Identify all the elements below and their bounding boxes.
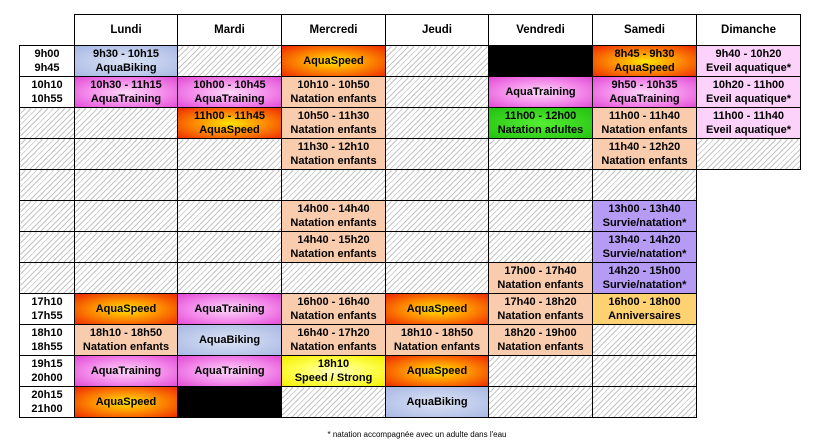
session-label: Natation adultes: [497, 124, 584, 136]
session-time: 10h50 - 11h30: [297, 110, 370, 122]
blank-cell: [697, 232, 801, 263]
unavailable-cell: [386, 263, 489, 294]
session-label: Natation enfants: [497, 341, 584, 353]
time-end: 20h00: [31, 372, 63, 384]
time-slot-empty: [20, 108, 75, 139]
blank-cell: [697, 263, 801, 294]
session-time: 11h00 - 11h40: [713, 110, 784, 122]
time-slot-empty: [20, 139, 75, 170]
schedule-row: [20, 77, 801, 108]
session-label: Natation enfants: [290, 310, 377, 322]
session-time: 14h40 - 15h20: [297, 234, 370, 246]
session-aquaspeed: [593, 46, 697, 77]
session-aquaspeed: AquaSpeed: [282, 46, 386, 77]
session-label: Natation enfants: [601, 155, 688, 167]
session-time: 11h00 - 12h00: [504, 110, 577, 122]
unavailable-cell: [75, 201, 178, 232]
schedule-row: [20, 170, 801, 201]
session-natation-enfants: [282, 139, 386, 170]
session-natation-enfants: [489, 325, 593, 356]
time-slot-empty: [20, 232, 75, 263]
time-slot: [20, 356, 75, 387]
session-aquatraining: [75, 77, 178, 108]
session-label: Survie/natation*: [602, 248, 687, 260]
session-time: 9h40 - 10h20: [715, 48, 782, 60]
session-natation-enfants: [282, 108, 386, 139]
session-label: Natation enfants: [290, 341, 377, 353]
session-natation-enfants: [489, 263, 593, 294]
session-time: 16h40 - 17h20: [297, 327, 370, 339]
time-start: 20h15: [31, 389, 63, 401]
session-time: 17h40 - 18h20: [504, 296, 577, 308]
session-aquaspeed: AquaSpeed: [386, 356, 489, 387]
session-time: 8h45 - 9h30: [614, 48, 675, 60]
blank-cell: [697, 201, 801, 232]
unavailable-cell: [178, 232, 282, 263]
session-eveil-aquatique: [697, 77, 801, 108]
time-slot: [20, 294, 75, 325]
unavailable-cell: [386, 170, 489, 201]
session-label: Eveil aquatique*: [706, 93, 791, 105]
unavailable-cell: [593, 170, 697, 201]
session-label: Natation enfants: [290, 124, 377, 136]
session-natation-enfants: [282, 77, 386, 108]
session-eveil-aquatique: [697, 108, 801, 139]
session-label: AquaBiking: [95, 62, 157, 74]
schedule-row: [20, 108, 801, 139]
session-label: AquaTraining: [90, 93, 162, 105]
session-label: Natation enfants: [497, 310, 584, 322]
session-natation-enfants: [593, 139, 697, 170]
session-time: 13h00 - 13h40: [608, 203, 681, 215]
session-aquabiking: [75, 46, 178, 77]
unavailable-cell: [697, 139, 801, 170]
unavailable-cell: [75, 263, 178, 294]
session-label: Natation enfants: [290, 217, 377, 229]
session-aquatraining: AquaTraining: [489, 77, 593, 108]
time-slot: [20, 387, 75, 418]
time-start: 18h10: [31, 327, 63, 339]
session-time: 9h30 - 10h15: [92, 48, 160, 60]
schedule-row: [20, 387, 801, 418]
unavailable-cell: [386, 139, 489, 170]
session-time: 11h00 - 11h45: [194, 110, 265, 122]
day-header-dimanche: Dimanche: [697, 15, 801, 46]
session-natation-enfants: [282, 232, 386, 263]
session-time: 14h20 - 15h00: [608, 265, 681, 277]
unavailable-cell: [489, 387, 593, 418]
session-survie-natation: [593, 263, 697, 294]
session-natation-enfants: [282, 325, 386, 356]
session-aquatraining: AquaTraining: [178, 294, 282, 325]
session-aquatraining: [178, 77, 282, 108]
session-eveil-aquatique: [697, 46, 801, 77]
schedule-row: [20, 46, 801, 77]
session-time: 11h30 - 12h10: [297, 141, 370, 153]
blank-cell: [697, 356, 801, 387]
session-natation-enfants: [75, 325, 178, 356]
day-header-mardi: Mardi: [178, 15, 282, 46]
session-aquatraining: AquaTraining: [75, 356, 178, 387]
session-label: Anniversaires: [608, 310, 681, 322]
schedule-row: [20, 201, 801, 232]
corner-cell: [20, 15, 75, 46]
unavailable-cell: [489, 232, 593, 263]
day-header-jeudi: Jeudi: [386, 15, 489, 46]
unavailable-cell: [386, 46, 489, 77]
session-survie-natation: [593, 232, 697, 263]
time-start: 19h15: [31, 358, 63, 370]
unavailable-cell: [178, 263, 282, 294]
unavailable-cell: [386, 232, 489, 263]
session-label: Eveil aquatique*: [706, 124, 791, 136]
session-label: Natation enfants: [290, 155, 377, 167]
time-end: 21h00: [31, 403, 63, 415]
session-natation-enfants: [593, 108, 697, 139]
time-slot: [20, 325, 75, 356]
unavailable-cell: [386, 77, 489, 108]
session-time: 16h00 - 18h00: [608, 296, 681, 308]
session-label: AquaSpeed: [199, 124, 260, 136]
session-time: 17h00 - 17h40: [504, 265, 577, 277]
session-label: Natation enfants: [82, 341, 170, 353]
session-time: 10h30 - 11h15: [90, 79, 162, 91]
session-label: AquaTraining: [609, 93, 680, 105]
session-label: Eveil aquatique*: [706, 62, 791, 74]
time-slot: [20, 77, 75, 108]
unavailable-cell: [593, 387, 697, 418]
blank-cell: [697, 294, 801, 325]
unavailable-cell: [386, 108, 489, 139]
footnote: * natation accompagnée avec un adulte dans l'eau: [327, 430, 507, 439]
session-natation-enfants: [386, 325, 489, 356]
session-time: 18h10: [317, 358, 350, 370]
unavailable-cell: [282, 387, 386, 418]
unavailable-cell: [282, 170, 386, 201]
session-label: Survie/natation*: [602, 217, 687, 229]
unavailable-cell: [75, 232, 178, 263]
schedule-table: [19, 14, 801, 418]
session-time: 11h40 - 12h20: [608, 141, 681, 153]
header-row: [20, 15, 801, 46]
time-end: 18h55: [31, 341, 63, 353]
blank-cell: [697, 387, 801, 418]
unavailable-cell: [178, 201, 282, 232]
unavailable-cell: [178, 170, 282, 201]
session-time: 18h10 - 18h50: [400, 327, 474, 339]
session-label: AquaTraining: [194, 93, 265, 105]
session-aquatraining: [593, 77, 697, 108]
session-aquabiking: AquaBiking: [386, 387, 489, 418]
session-time: 9h50 - 10h35: [611, 79, 678, 91]
session-time: 10h10 - 10h50: [297, 79, 370, 91]
session-aquaspeed: [178, 108, 282, 139]
time-slot: [20, 46, 75, 77]
session-time: 10h00 - 10h45: [193, 79, 266, 91]
unavailable-cell: [489, 201, 593, 232]
time-start: 9h00: [34, 48, 60, 60]
session-aquatraining: AquaTraining: [178, 356, 282, 387]
session-aquaspeed: AquaSpeed: [75, 294, 178, 325]
unavailable-cell: [178, 139, 282, 170]
session-label: Speed / Strong: [294, 372, 373, 384]
schedule-row: [20, 263, 801, 294]
session-time: 16h00 - 16h40: [297, 296, 370, 308]
session-label: Survie/natation*: [602, 279, 687, 291]
session-label: Natation enfants: [290, 93, 377, 105]
day-header-lundi: Lundi: [75, 15, 178, 46]
session-aquaspeed: AquaSpeed: [386, 294, 489, 325]
session-label: Natation enfants: [290, 248, 377, 260]
unavailable-cell: [386, 201, 489, 232]
session-time: 13h40 - 14h20: [608, 234, 681, 246]
day-header-mercredi: Mercredi: [282, 15, 386, 46]
schedule-row: [20, 294, 801, 325]
unavailable-cell: [489, 170, 593, 201]
time-start: 10h10: [31, 79, 63, 91]
time-slot-empty: [20, 170, 75, 201]
session-aquaspeed: AquaSpeed: [75, 387, 178, 418]
unavailable-cell: [75, 139, 178, 170]
unavailable-cell: [75, 170, 178, 201]
unavailable-cell: [489, 356, 593, 387]
unavailable-cell: [593, 356, 697, 387]
unavailable-cell: [282, 263, 386, 294]
blank-cell: [697, 170, 801, 201]
schedule-row: [20, 356, 801, 387]
session-time: 11h00 - 11h40: [609, 110, 680, 122]
session-time: 10h20 - 11h00: [712, 79, 785, 91]
schedule-row: [20, 139, 801, 170]
schedule-row: [20, 232, 801, 263]
time-slot-empty: [20, 201, 75, 232]
time-end: 10h55: [31, 93, 63, 105]
day-header-vendredi: Vendredi: [489, 15, 593, 46]
day-header-samedi: Samedi: [593, 15, 697, 46]
session-natation-enfants: [489, 294, 593, 325]
session-label: Natation enfants: [497, 279, 584, 291]
schedule-row: [20, 325, 801, 356]
session-natation-adultes: [489, 108, 593, 139]
session-anniversaires: [593, 294, 697, 325]
session-survie-natation: [593, 201, 697, 232]
session-label: Natation enfants: [393, 341, 481, 353]
session-label: Natation enfants: [601, 124, 688, 136]
time-slot-empty: [20, 263, 75, 294]
unavailable-cell: [75, 108, 178, 139]
time-end: 9h45: [34, 62, 60, 74]
session-label: AquaSpeed: [614, 62, 675, 74]
time-start: 17h10: [31, 296, 63, 308]
time-end: 17h55: [31, 310, 63, 322]
session-natation-enfants: [282, 294, 386, 325]
session-time: 14h00 - 14h40: [297, 203, 370, 215]
unavailable-cell: [489, 139, 593, 170]
session-time: 18h10 - 18h50: [89, 327, 163, 339]
session-aquastrong: AquaStrong: [489, 46, 593, 77]
session-aquastrong: AquaStrong: [178, 387, 282, 418]
unavailable-cell: [593, 325, 697, 356]
session-natation-enfants: [282, 201, 386, 232]
session-time: 18h20 - 19h00: [504, 327, 577, 339]
unavailable-cell: [178, 46, 282, 77]
session-speed-strong: [282, 356, 386, 387]
session-aquabiking: AquaBiking: [178, 325, 282, 356]
blank-cell: [697, 325, 801, 356]
